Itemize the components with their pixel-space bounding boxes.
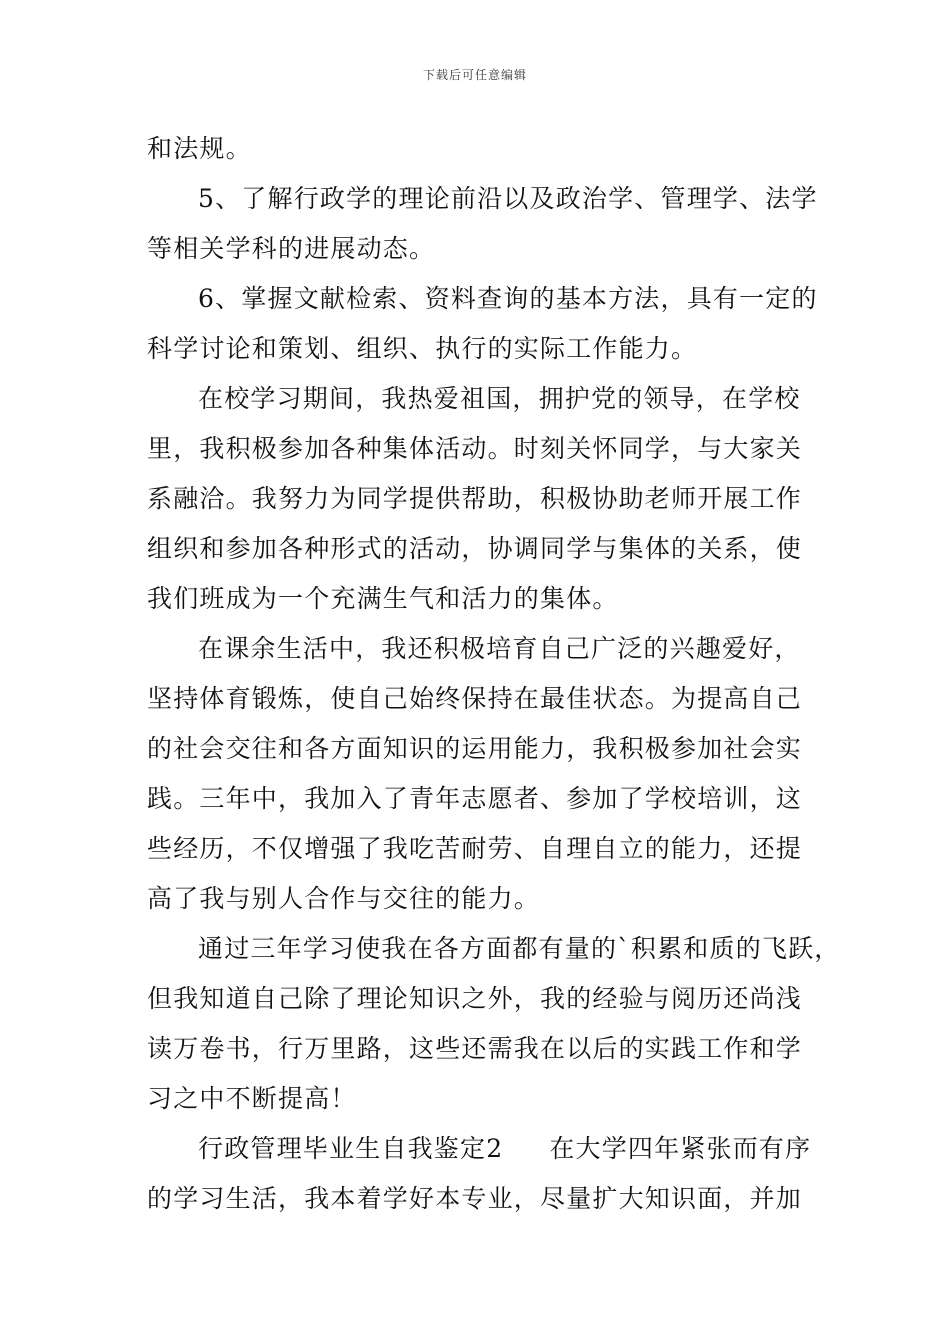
text-line: 我们班成为一个充满生气和活力的集体。 <box>147 584 619 613</box>
page-header: 下载后可任意编辑 <box>422 68 527 82</box>
text-line: 6、掌握文献检索、资料查询的基本方法，具有一定的 <box>198 284 818 313</box>
text-line: 习之中不断提高！ <box>147 1084 357 1113</box>
text-line: 在校学习期间，我热爱祖国，拥护党的领导，在学校 <box>198 384 801 413</box>
text-line: 的学习生活，我本着学好本专业，尽量扩大知识面，并加 <box>147 1184 803 1213</box>
section-heading-line <box>147 1124 812 1174</box>
section-heading: 行政管理毕业生自我鉴定2 <box>198 1134 504 1163</box>
text-line: 通过三年学习使我在各方面都有量的`积累和质的飞跃， <box>198 934 841 963</box>
text-line: 些经历，不仅增强了我吃苦耐劳、自理自立的能力，还提 <box>147 834 803 863</box>
text-segment: 在大学四年紧张而有序 <box>549 1134 812 1163</box>
text-line: 和法规。 <box>147 134 252 163</box>
document-body <box>147 124 841 1224</box>
text-line: 的社会交往和各方面知识的运用能力，我积极参加社会实 <box>147 734 803 763</box>
text-line: 5、了解行政学的理论前沿以及政治学、管理学、法学 <box>198 184 818 213</box>
text-line: 坚持体育锻炼，使自己始终保持在最佳状态。为提高自己 <box>147 684 803 713</box>
text-line: 读万卷书，行万里路，这些还需我在以后的实践工作和学 <box>147 1034 803 1063</box>
text-line: 高了我与别人合作与交往的能力。 <box>147 884 541 913</box>
text-line: 践。三年中，我加入了青年志愿者、参加了学校培训，这 <box>147 784 803 813</box>
text-line: 里，我积极参加各种集体活动。时刻关怀同学，与大家关 <box>147 434 803 463</box>
text-line: 科学讨论和策划、组织、执行的实际工作能力。 <box>147 334 698 363</box>
text-line: 在课余生活中，我还积极培育自己广泛的兴趣爱好， <box>198 634 801 663</box>
text-line: 但我知道自己除了理论知识之外，我的经验与阅历还尚浅 <box>147 984 803 1013</box>
text-line: 组织和参加各种形式的活动，协调同学与集体的关系，使 <box>147 534 803 563</box>
text-line: 等相关学科的进展动态。 <box>147 234 436 263</box>
text-line: 系融洽。我努力为同学提供帮助，积极协助老师开展工作 <box>147 484 803 513</box>
